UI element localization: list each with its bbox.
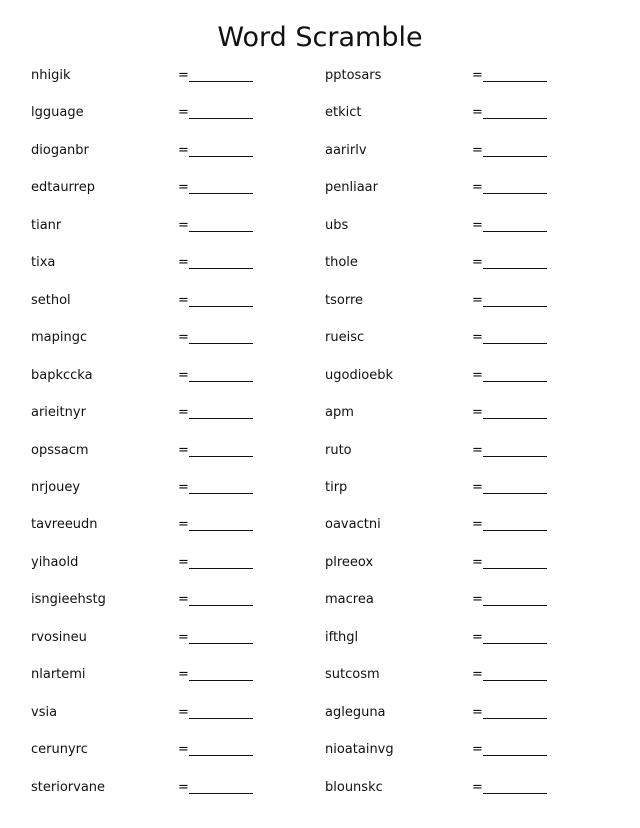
left-puzzle-row xyxy=(31,591,291,609)
right-puzzle-row xyxy=(325,516,585,534)
scrambled-word: rvosineu xyxy=(31,629,87,645)
answer-blank-line[interactable] xyxy=(483,193,547,194)
equals-sign: = xyxy=(472,629,483,645)
scrambled-word: blounskc xyxy=(325,779,383,795)
equals-sign: = xyxy=(178,405,189,421)
left-puzzle-row xyxy=(31,329,291,347)
scrambled-word: tianr xyxy=(31,217,62,233)
left-puzzle-row xyxy=(31,367,291,385)
answer-blank-line[interactable] xyxy=(483,568,547,569)
answer-blank-line[interactable] xyxy=(189,755,253,756)
answer-blank-line[interactable] xyxy=(483,418,547,419)
equals-sign: = xyxy=(472,142,483,158)
answer-blank-line[interactable] xyxy=(483,231,547,232)
equals-sign: = xyxy=(178,217,189,233)
scrambled-word: yihaold xyxy=(31,554,79,570)
equals-sign: = xyxy=(178,742,189,758)
answer-blank-line[interactable] xyxy=(189,793,253,794)
right-puzzle-row xyxy=(325,367,585,385)
left-puzzle-row xyxy=(31,254,291,272)
scrambled-word: penliaar xyxy=(325,180,378,196)
right-puzzle-row xyxy=(325,666,585,684)
left-puzzle-row xyxy=(31,67,291,85)
answer-blank-line[interactable] xyxy=(483,118,547,119)
left-puzzle-row xyxy=(31,779,291,797)
right-puzzle-row xyxy=(325,179,585,197)
scrambled-word: tavreeudn xyxy=(31,517,98,533)
answer-blank-line[interactable] xyxy=(483,343,547,344)
equals-sign: = xyxy=(178,367,189,383)
left-puzzle-row xyxy=(31,479,291,497)
answer-blank-line[interactable] xyxy=(189,418,253,419)
scrambled-word: isngieehstg xyxy=(31,592,106,608)
scrambled-word: ubs xyxy=(325,217,349,233)
answer-blank-line[interactable] xyxy=(189,530,253,531)
left-puzzle-row xyxy=(31,217,291,235)
answer-blank-line[interactable] xyxy=(189,568,253,569)
scrambled-word: tixa xyxy=(31,255,56,271)
equals-sign: = xyxy=(472,330,483,346)
answer-blank-line[interactable] xyxy=(483,793,547,794)
answer-blank-line[interactable] xyxy=(483,156,547,157)
answer-blank-line[interactable] xyxy=(483,755,547,756)
right-puzzle-row xyxy=(325,217,585,235)
equals-sign: = xyxy=(472,779,483,795)
right-puzzle-row xyxy=(325,629,585,647)
equals-sign: = xyxy=(178,629,189,645)
equals-sign: = xyxy=(472,554,483,570)
answer-blank-line[interactable] xyxy=(483,381,547,382)
equals-sign: = xyxy=(178,292,189,308)
answer-blank-line[interactable] xyxy=(483,605,547,606)
right-puzzle-row xyxy=(325,442,585,460)
equals-sign: = xyxy=(472,367,483,383)
right-puzzle-row xyxy=(325,404,585,422)
right-puzzle-row xyxy=(325,292,585,310)
right-puzzle-row xyxy=(325,554,585,572)
answer-blank-line[interactable] xyxy=(483,680,547,681)
equals-sign: = xyxy=(178,142,189,158)
right-puzzle-row xyxy=(325,479,585,497)
page-title: Word Scramble xyxy=(217,22,423,53)
scrambled-word: lgguage xyxy=(31,105,84,121)
equals-sign: = xyxy=(472,255,483,271)
answer-blank-line[interactable] xyxy=(483,81,547,82)
scrambled-word: rueisc xyxy=(325,330,365,346)
scrambled-word: dioganbr xyxy=(31,142,89,158)
answer-blank-line[interactable] xyxy=(483,493,547,494)
answer-blank-line[interactable] xyxy=(189,343,253,344)
right-puzzle-row xyxy=(325,741,585,759)
scrambled-word: aarirlv xyxy=(325,142,367,158)
right-puzzle-row xyxy=(325,329,585,347)
equals-sign: = xyxy=(472,592,483,608)
equals-sign: = xyxy=(178,255,189,271)
answer-blank-line[interactable] xyxy=(189,605,253,606)
scrambled-word: etkict xyxy=(325,105,362,121)
equals-sign: = xyxy=(178,517,189,533)
right-puzzle-row xyxy=(325,142,585,160)
scrambled-word: ifthgl xyxy=(325,629,359,645)
equals-sign: = xyxy=(472,68,483,83)
equals-sign: = xyxy=(472,105,483,121)
scrambled-word: mapingc xyxy=(31,330,88,346)
answer-blank-line[interactable] xyxy=(483,306,547,307)
answer-blank-line[interactable] xyxy=(189,381,253,382)
equals-sign: = xyxy=(178,479,189,495)
equals-sign: = xyxy=(178,442,189,458)
scrambled-word: opssacm xyxy=(31,442,89,458)
scrambled-word: sutcosm xyxy=(325,667,380,683)
answer-blank-line[interactable] xyxy=(189,81,253,82)
left-puzzle-row xyxy=(31,142,291,160)
answer-blank-line[interactable] xyxy=(189,118,253,119)
answer-blank-line[interactable] xyxy=(189,231,253,232)
answer-blank-line[interactable] xyxy=(483,456,547,457)
equals-sign: = xyxy=(472,442,483,458)
left-puzzle-row xyxy=(31,554,291,572)
scrambled-word: oavactni xyxy=(325,517,381,533)
scrambled-word: nlartemi xyxy=(31,667,86,683)
answer-blank-line[interactable] xyxy=(189,456,253,457)
left-puzzle-row xyxy=(31,516,291,534)
equals-sign: = xyxy=(178,180,189,196)
scrambled-word: bapkccka xyxy=(31,367,93,383)
scrambled-word: nioatainvg xyxy=(325,742,394,758)
answer-blank-line[interactable] xyxy=(483,718,547,719)
equals-sign: = xyxy=(178,704,189,720)
equals-sign: = xyxy=(178,68,189,83)
scrambled-word: edtaurrep xyxy=(31,180,95,196)
scrambled-word: macrea xyxy=(325,592,374,608)
answer-blank-line[interactable] xyxy=(189,643,253,644)
answer-blank-line[interactable] xyxy=(189,268,253,269)
equals-sign: = xyxy=(472,704,483,720)
left-puzzle-row xyxy=(31,404,291,422)
equals-sign: = xyxy=(178,554,189,570)
answer-blank-line[interactable] xyxy=(189,193,253,194)
answer-blank-line[interactable] xyxy=(189,493,253,494)
right-puzzle-row xyxy=(325,779,585,797)
scrambled-word: steriorvane xyxy=(31,779,106,795)
scrambled-word: cerunyrc xyxy=(31,742,88,758)
left-puzzle-row xyxy=(31,104,291,122)
scrambled-word: ugodioebk xyxy=(325,367,394,383)
answer-blank-line[interactable] xyxy=(483,268,547,269)
scrambled-word: apm xyxy=(325,405,354,421)
answer-blank-line[interactable] xyxy=(189,306,253,307)
equals-sign: = xyxy=(178,330,189,346)
answer-blank-line[interactable] xyxy=(189,718,253,719)
scrambled-word: thole xyxy=(325,255,358,271)
right-puzzle-row xyxy=(325,704,585,722)
equals-sign: = xyxy=(178,779,189,795)
left-puzzle-row xyxy=(31,629,291,647)
equals-sign: = xyxy=(472,217,483,233)
equals-sign: = xyxy=(472,742,483,758)
equals-sign: = xyxy=(472,405,483,421)
left-puzzle-row xyxy=(31,741,291,759)
answer-blank-line[interactable] xyxy=(189,156,253,157)
scrambled-word: pptosars xyxy=(325,68,382,83)
right-puzzle-row xyxy=(325,104,585,122)
left-puzzle-row xyxy=(31,442,291,460)
right-puzzle-row xyxy=(325,67,585,85)
scrambled-word: agleguna xyxy=(325,704,386,720)
left-puzzle-row xyxy=(31,704,291,722)
scrambled-word: tsorre xyxy=(325,292,363,308)
equals-sign: = xyxy=(472,517,483,533)
scrambled-word: arieitnyr xyxy=(31,405,86,421)
scrambled-word: sethol xyxy=(31,292,71,308)
scrambled-word: vsia xyxy=(31,704,58,720)
scrambled-word: nrjouey xyxy=(31,479,81,495)
scrambled-word: nhigik xyxy=(31,68,71,83)
equals-sign: = xyxy=(472,180,483,196)
scrambled-word: tirp xyxy=(325,479,348,495)
scrambled-word: plreeox xyxy=(325,554,374,570)
equals-sign: = xyxy=(472,479,483,495)
equals-sign: = xyxy=(178,592,189,608)
left-puzzle-row xyxy=(31,292,291,310)
right-puzzle-row xyxy=(325,254,585,272)
equals-sign: = xyxy=(178,105,189,121)
answer-blank-line[interactable] xyxy=(483,643,547,644)
left-puzzle-row xyxy=(31,179,291,197)
left-puzzle-row xyxy=(31,666,291,684)
right-puzzle-row xyxy=(325,591,585,609)
equals-sign: = xyxy=(472,667,483,683)
answer-blank-line[interactable] xyxy=(189,680,253,681)
equals-sign: = xyxy=(472,292,483,308)
equals-sign: = xyxy=(178,667,189,683)
scrambled-word: ruto xyxy=(325,442,352,458)
answer-blank-line[interactable] xyxy=(483,530,547,531)
